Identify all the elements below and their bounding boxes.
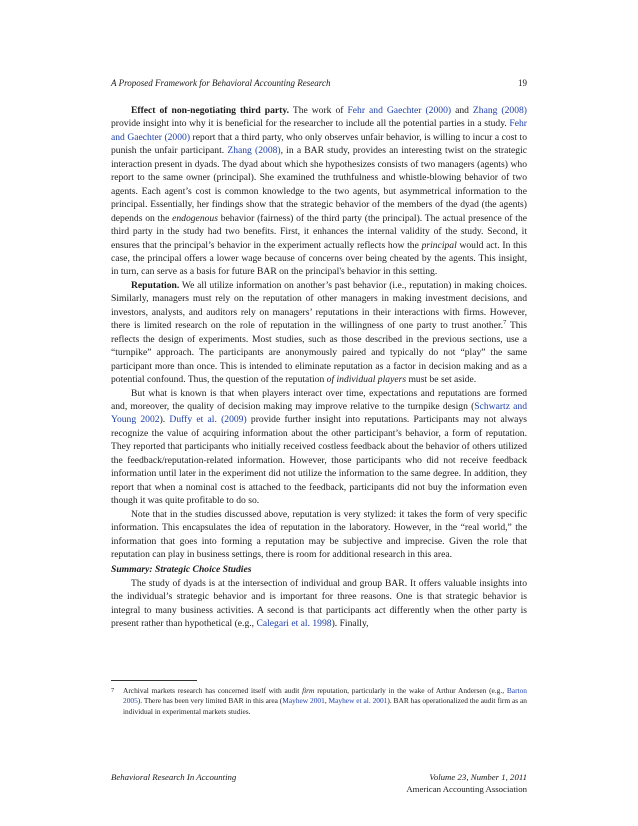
text-run: report that a third party, who only observes unfair behavior, is willing to incur a cost to punish the unfair participant. xyxy=(111,131,527,157)
text-run: would act. In this case, the principal offers a lower wage because of concerns over being cheated by the agents. This insight, in turn, can serve as a basis for future BAR on the principal's behavior in this setting. xyxy=(111,239,527,278)
citation-link[interactable]: Zhang (2008) xyxy=(227,145,281,157)
text-run: The study of dyads is at the intersection of individual and group BAR. It offers valuable insights into the individual’s strategic behavior and is important for three reasons. One is that strategic behavior is integral to many business activities. A second is that participants act differently when the other party is present rather than hypothetical (e.g., xyxy=(111,577,527,630)
footnote xyxy=(111,686,527,717)
paragraph-reputation xyxy=(111,279,527,387)
paragraph-third-party xyxy=(111,104,527,279)
text-run: reputation, particularly in the wake of Arthur Andersen (e.g., xyxy=(314,686,507,695)
emphasis: firm xyxy=(302,686,315,695)
citation-link[interactable]: Fehr and Gaechter (2000) xyxy=(347,105,452,116)
emphasis: endogenous xyxy=(172,212,218,224)
text-run: must be set aside. xyxy=(406,374,477,386)
text-run: ). BAR has operationalized the audit firm as an individual in experimental markets studies. xyxy=(123,696,527,716)
citation-link[interactable]: Barton 2005 xyxy=(123,686,527,706)
article-body xyxy=(111,104,527,631)
text-run: ). There has been very limited BAR in this area ( xyxy=(137,696,283,706)
publisher-name: American Accounting Association xyxy=(406,783,527,794)
text-run: provide insight into why it is beneficial for the researcher to include all the potential parties in a study. xyxy=(111,118,510,130)
page-number: 19 xyxy=(518,78,527,88)
text-run: provide further insight into reputations. Participants may not always recognize the value of acquiring information about the other participant’s behavior, a form of reputation. They reported that participants who initially received costless feedback about the behavior of others utilized the feedback/reputation-related information. However, those participants who did not receive feedback information until later in the experiment did not utilize the information to the same degree. In addition, they report that when a nominal cost is attached to the feedback, participants did not buy the information even though it was quite profitable to do so. xyxy=(111,414,527,507)
citation-link[interactable]: Fehr and Gaechter (2000) xyxy=(111,118,527,143)
text-run: But what is known is that when players interact over time, expectations and reputations are formed and, moreover, the quality of decision making may improve relative to the turnpike design ( xyxy=(111,387,527,412)
footnote-divider xyxy=(111,680,197,681)
running-header xyxy=(111,78,527,88)
paragraph-summary xyxy=(111,577,527,631)
paragraph-stylized xyxy=(111,508,527,562)
emphasis: principal xyxy=(421,239,457,251)
footnote-text xyxy=(123,686,527,717)
text-run: The work of xyxy=(289,105,348,116)
emphasis: of individual players xyxy=(326,374,407,386)
footer-right xyxy=(406,772,527,795)
text-run: Archival markets research has concerned itself with audit xyxy=(123,686,303,695)
text-run: This reflects the design of experiments. Most studies, such as those described in the previous sections, use a “turnpike” approach. The participants are anonymously paired and typically do not “play” the same participant more than once. This is intended to eliminate reputation as a factor in decision making and as a potential confound. Thus, the question of the reputation xyxy=(111,320,527,386)
text-run: and xyxy=(451,105,473,116)
section-heading: Summary: Strategic Choice Studies xyxy=(111,564,252,576)
volume-info: Volume 23, Number 1, 2011 xyxy=(429,772,527,782)
citation-link[interactable]: Mayhew et al. 2001 xyxy=(328,696,388,706)
citation-link[interactable]: Calegari et al. 1998 xyxy=(256,618,332,630)
journal-name: Behavioral Research In Accounting xyxy=(111,772,237,782)
footnote-ref[interactable]: 7 xyxy=(503,319,507,327)
citation-link[interactable]: Zhang (2008) xyxy=(472,105,528,116)
text-run: , in a BAR study, provides an interesting twist on the strategic interaction present in dyads. The dyad about which she hypothesizes consists of two managers (agents) who report to the same owner (principal). She examined the truthfulness and whistle-blowing behavior of two agents. Each agent’s cost is common knowledge to the two agents, but asymmetrical information to the principal. Essentially, her findings show that the strategic behavior of the members of the dyad (the agents) depends on the xyxy=(111,145,527,224)
footnote-mark: 7 xyxy=(111,687,115,694)
paragraph-lead: Reputation. xyxy=(131,279,180,291)
citation-link[interactable]: Duffy et al. (2009) xyxy=(169,414,247,426)
text-run: , xyxy=(324,696,329,706)
text-run: ). Finally, xyxy=(331,618,369,630)
text-run: We all utilize information on another’s past behavior (i.e., reputation) in making choices. Similarly, managers must rely on the reputation of other managers in making investment decisions, and investors, analysts, and auditors rely on managers’ reputations in their interactions with firms. However, there is limited research on the role of reputation in the willingness of one party to trust another. xyxy=(111,279,527,332)
text-run: Note that in the studies discussed above, reputation is very stylized: it takes the form of very specific information. This encapsulates the idea of reputation in the laboratory. However, in the “real world,” the information that goes into forming a reputation may be subjective and imprecise. Given the role that reputation can play in business settings, there is room for additional research in this area. xyxy=(111,508,527,560)
citation-link[interactable]: Mayhew 2001 xyxy=(282,696,325,706)
text-run: behavior (fairness) of the third party (the principal). The actual presence of the third party in the study had two benefits. First, it enhances the internal validity of the study. Second, it ensures that the principal’s behavior in the experiment actually reflects how the xyxy=(111,212,527,251)
paragraph-known xyxy=(111,387,527,508)
citation-link[interactable]: Schwartz and Young 2002 xyxy=(111,400,527,426)
running-title: A Proposed Framework for Behavioral Accounting Research xyxy=(111,78,331,88)
paragraph-lead: Effect of non-negotiating third party. xyxy=(131,105,290,116)
text-run: ). xyxy=(159,414,170,426)
